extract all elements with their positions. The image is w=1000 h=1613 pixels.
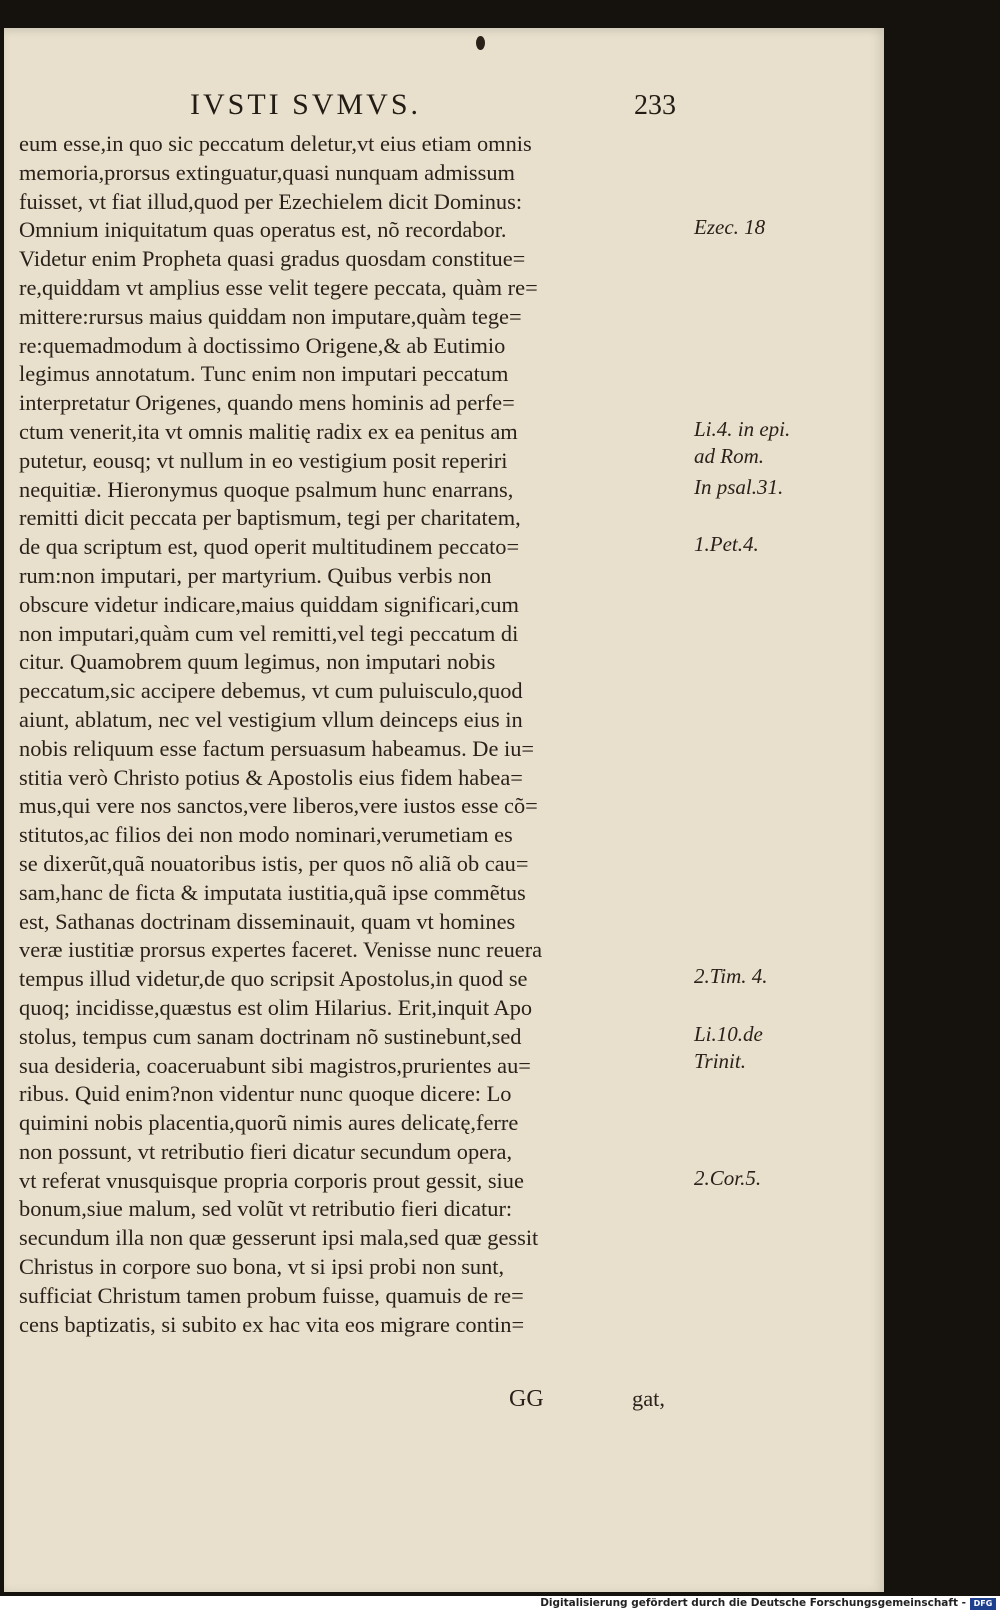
margin-note: 2.Tim. 4. [694,964,768,989]
text-line: veræ iustitiæ prorsus expertes faceret. Venisse nunc reuera [19,937,543,963]
text-line: de qua scriptum est, quod operit multitudinem peccato= [19,534,520,560]
text-line: rum:non imputari, per martyrium. Quibus verbis non [19,562,492,588]
text-line: nobis reliquum esse factum persuasum habeamus. De iu= [19,735,535,761]
margin-note: Li.4. in epi. ad Rom. [694,417,791,468]
margin-note: 2.Cor.5. [694,1165,762,1190]
text-line: peccatum,sic accipere debemus, vt cum puluisculo,quod [19,678,523,704]
catchword: gat, [632,1386,665,1411]
text-line: stitia verò Christo potius & Apostolis eius fidem habea= [19,764,523,790]
text-line: sam,hanc de ficta & imputata iustitia,quã ipse commẽtus [19,879,526,905]
dfg-logo: DFG [970,1598,996,1610]
text-line: ctum venerit,ita vt omnis malitię radix ex ea penitus am [19,418,518,444]
text-line: tempus illud videtur,de quo scripsit Apostolus,in quod se [19,966,528,992]
text-line: Omnium iniquitatum quas operatus est, nõ recordabor. [19,217,507,243]
ink-blot [476,36,485,50]
text-line: quoq; incidisse,quæstus est olim Hilarius. Erit,inquit Apo [19,994,533,1020]
text-line: sua desideria, coaceruabunt sibi magistros,prurientes au= [19,1052,531,1078]
footer-bar [0,1596,1000,1613]
text-line: obscure videtur indicare,maius quiddam significari,cum [19,591,519,617]
text-line: aiunt, ablatum, nec vel vestigium vllum deinceps eius in [19,706,523,732]
signature-mark: GG [509,1386,544,1412]
text-line: nequitiæ. Hieronymus quoque psalmum hunc enarrans, [19,476,514,502]
text-line: putetur, eousq; vt nullum in eo vestigium posit reperiri [19,447,508,473]
footer-credit: Digitalisierung gefördert durch die Deutsche Forschungsgemeinschaft - [540,1597,966,1609]
text-line: mittere:rursus maius quiddam non imputare,quàm tege= [19,303,522,329]
text-line: est, Sathanas doctrinam disseminauit, quam vt homines [19,908,516,934]
margin-note: Ezec. 18 [694,215,766,240]
running-head: IVSTI SVMVS. [190,88,422,121]
text-line: citur. Quamobrem quum legimus, non imputari nobis [19,649,496,675]
text-line: sufficiat Christum tamen probum fuisse, quamuis de re= [19,1282,524,1308]
text-line: mus,qui vere nos sanctos,vere liberos,vere iustos esse cõ= [19,793,538,819]
margin-note: 1.Pet.4. [694,532,759,557]
text-line: vt referat vnusquisque propria corporis prout gessit, siue [19,1167,524,1193]
text-line: secundum illa non quæ gesserunt ipsi mala,sed quæ gessit [19,1225,539,1251]
body-text [19,130,679,1339]
text-line: non possunt, vt retributio fieri dicatur secundum opera, [19,1138,513,1164]
text-line: se dixerũt,quã nouatoribus istis, per quos nõ aliã ob cau= [19,850,529,876]
text-line: fuisset, vt fiat illud,quod per Ezechielem dicit Dominus: [19,188,523,214]
text-line: cens baptizatis, si subito ex hac vita eos migrare contin= [19,1311,525,1337]
text-line: Videtur enim Propheta quasi gradus quosdam constitue= [19,246,526,272]
text-line: stitutos,ac filios dei non modo nominari,verumetiam es [19,822,513,848]
text-line: re:quemadmodum à doctissimo Origene,& ab Eutimio [19,332,506,358]
book-page [4,28,884,1592]
text-line: interpretatur Origenes, quando mens hominis ad perfe= [19,390,515,416]
text-line: re,quiddam vt amplius esse velit tegere peccata, quàm re= [19,274,538,300]
text-line: ribus. Quid enim?non videntur nunc quoque dicere: Lo [19,1081,512,1107]
catchword-row [4,1386,680,1418]
text-line: bonum,siue malum, sed volũt vt retributio fieri dicatur: [19,1196,513,1222]
text-line: remitti dicit peccata per baptismum, tegi per charitatem, [19,505,521,531]
text-line: memoria,prorsus extinguatur,quasi nunquam admissum [19,159,515,185]
margin-note: Li.10.de Trinit. [694,1021,763,1073]
text-line: legimus annotatum. Tunc enim non imputari peccatum [19,361,509,387]
text-line: Christus in corpore suo bona, vt si ipsi probi non sunt, [19,1254,505,1280]
text-line: stolus, tempus cum sanam doctrinam nõ sustinebunt,sed [19,1023,522,1049]
text-line: quimini nobis placentia,quorũ nimis aures delicatę,ferre [19,1110,519,1136]
text-line: eum esse,in quo sic peccatum deletur,vt eius etiam omnis [19,131,532,156]
page-number: 233 [634,90,676,121]
text-line: non imputari,quàm cum vel remitti,vel tegi peccatum di [19,620,519,646]
margin-note: In psal.31. [694,474,784,499]
